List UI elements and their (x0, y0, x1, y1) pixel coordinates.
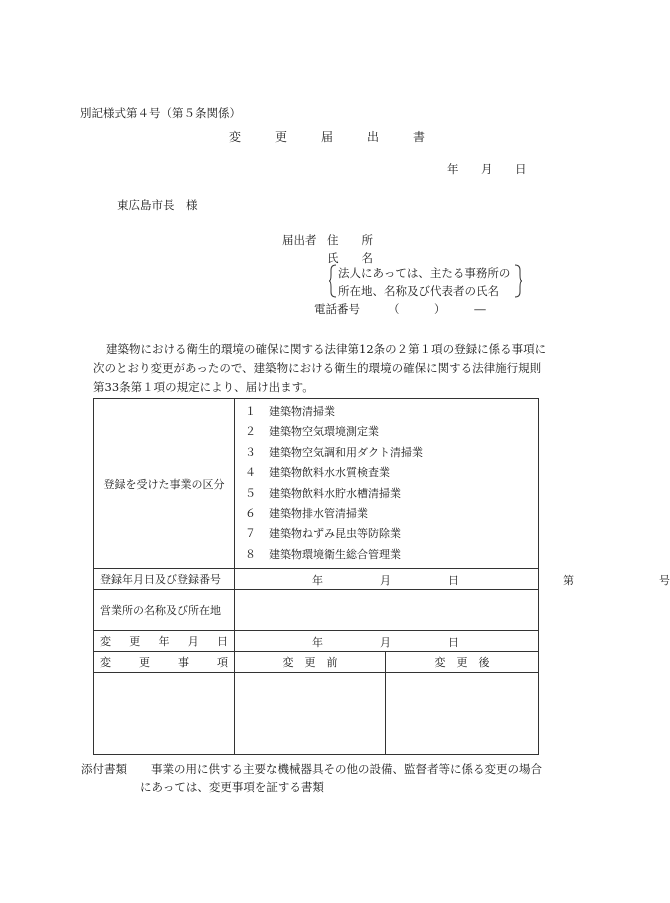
category-item: ３ 建築物空気調和用ダクト清掃業 (245, 445, 423, 459)
addressee: 東広島市長 様 (117, 198, 198, 212)
reg-month-unit: 月 (380, 574, 391, 588)
office-row (94, 590, 539, 631)
reg-no-suffix: 号 (659, 574, 670, 588)
attachments-line1: 事業の用に供する主要な機械器具その他の設備、監督者等に係る変更の場合 (151, 762, 542, 776)
registration-value[interactable] (235, 569, 670, 590)
reg-no-prefix: 第 (563, 574, 574, 588)
before-label: 変 更 前 (235, 652, 386, 673)
date-day-unit: 日 (515, 162, 527, 176)
after-label: 変 更 後 (386, 652, 539, 673)
category-item: ４ 建築物飲料水水質検査業 (245, 466, 390, 480)
form-number: 別記様式第４号（第５条関係） (80, 106, 241, 120)
office-label: 営業所の名称及び所在地 (94, 590, 235, 631)
phone-format: （ ） ― (388, 302, 486, 316)
change-date-label: 変 更 年 月 日 (94, 631, 235, 652)
form-title: 変更届出書 (229, 130, 460, 144)
intro-line3: 第33条第１項の規定により、届け出ます。 (93, 380, 314, 394)
reg-year-unit: 年 (312, 574, 323, 588)
date-year-unit: 年 (447, 162, 459, 176)
right-bracket-icon (514, 264, 522, 298)
category-label: 登録を受けた事業の区分 (94, 399, 235, 569)
office-value[interactable] (235, 590, 539, 631)
corporate-note-line1: 法人にあっては、主たる事務所の (338, 266, 511, 280)
attachments-label: 添付書類 (81, 762, 127, 776)
category-row (94, 399, 539, 569)
category-item: ２ 建築物空気環境測定業 (245, 425, 379, 439)
left-bracket-icon (329, 264, 337, 298)
change-year-unit: 年 (312, 636, 323, 650)
notifier-label: 届出者 (282, 233, 317, 247)
name-label: 氏 名 (327, 251, 373, 265)
corporate-note-line2: 所在地、名称及び代表者の氏名 (338, 284, 499, 298)
category-item: ８ 建築物環境衛生総合管理業 (245, 547, 401, 561)
category-list (235, 399, 538, 568)
reg-day-unit: 日 (448, 574, 459, 588)
date-month-unit: 月 (481, 162, 493, 176)
change-content-row (94, 673, 539, 755)
phone-label: 電話番号 (314, 302, 360, 316)
change-items-label: 変 更 事 項 (94, 652, 235, 673)
registration-label: 登録年月日及び登録番号 (94, 569, 235, 590)
intro-line1: 建築物における衛生的環境の確保に関する法律第12条の２第１項の登録に係る事項に (106, 342, 547, 356)
change-day-unit: 日 (448, 636, 459, 650)
registration-row (94, 569, 539, 590)
change-month-unit: 月 (380, 636, 391, 650)
category-item: ６ 建築物排水管清掃業 (245, 506, 368, 520)
address-label: 住 所 (327, 233, 373, 247)
category-item: ５ 建築物飲料水貯水槽清掃業 (245, 486, 401, 500)
after-value[interactable] (386, 673, 539, 755)
change-date-row (94, 631, 539, 652)
change-form-table (93, 398, 670, 755)
change-items-value[interactable] (94, 673, 235, 755)
intro-line2: 次のとおり変更があったので、建築物における衛生的環境の確保に関する法律施行規則 (93, 361, 542, 375)
attachments-line2: にあっては、変更事項を証する書類 (140, 780, 324, 794)
category-list-cell (235, 399, 539, 569)
change-date-value[interactable] (235, 631, 539, 652)
change-header-row (94, 652, 539, 673)
before-value[interactable] (235, 673, 386, 755)
category-item: ７ 建築物ねずみ昆虫等防除業 (245, 527, 401, 541)
category-item: １ 建築物清掃業 (245, 405, 335, 418)
